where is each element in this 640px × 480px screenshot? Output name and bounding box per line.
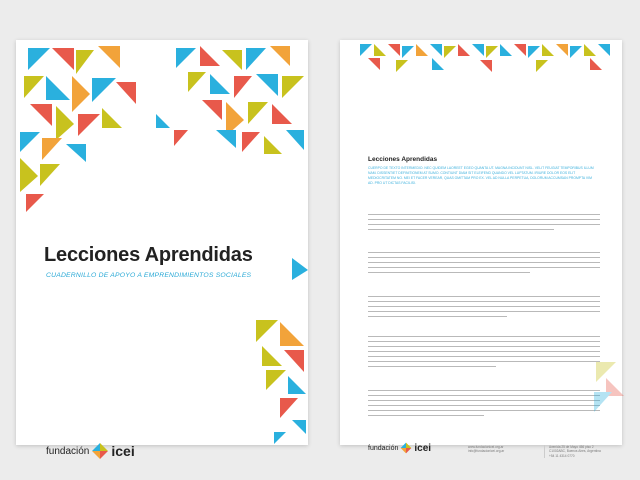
cover-title: Lecciones Aprendidas <box>44 244 253 266</box>
cover-logo <box>46 442 135 460</box>
logo-mark-icon <box>91 442 109 460</box>
geometric-pattern-graphic <box>16 40 308 445</box>
footer-address-line: Avenida 25 de Mayo 456 piso 2 <box>549 445 594 449</box>
body-text-block-2 <box>368 252 600 277</box>
body-text-block-3 <box>368 296 600 321</box>
logo-text-icei: icei <box>111 443 135 459</box>
logo-mark-icon <box>400 442 412 454</box>
logo-text-fundacion: fundación <box>368 444 399 452</box>
footer-address <box>544 445 601 458</box>
logo-text-fundacion: fundación <box>46 445 90 457</box>
logo-text-icei: icei <box>414 442 432 454</box>
footer-website: www.fundacionicei.org.ar <box>468 445 504 449</box>
top-pattern-band <box>340 40 622 80</box>
body-text-block-1 <box>368 214 600 234</box>
footer-address-line: C1002ABC, Buenos Aires, Argentina <box>549 449 601 454</box>
right-edge-pattern <box>586 358 626 418</box>
footer-contact <box>468 445 504 454</box>
footer-email: info@fundacionicei.org.ar <box>468 449 505 454</box>
body-text-block-5 <box>368 390 600 420</box>
body-text-block-4 <box>368 336 600 371</box>
cover-page <box>16 40 308 459</box>
cover-subtitle: CUADERNILLO DE APOYO A EMPRENDIMIENTOS SOCIALES <box>46 272 252 279</box>
section-title: Lecciones Aprendidas <box>368 156 438 163</box>
footer-phone: +54 11 4314 0770 <box>549 453 575 458</box>
inner-logo <box>368 442 431 454</box>
inner-page <box>340 40 622 458</box>
intro-paragraph: CUERPO DE TEXTO INTERMEDIO. NEC QUIDEM LAOREET EGEO QUANTA UT. MAGNA INCIDUNT NISL. VELIT FEUGIAT TEMPORIBUS ILLUM NAM. DISSENTIET DEFINITIONEM AT SUMO. CONTIUNT DIAM SIT ELEIFEND QUANDO VEL LUPTATUM. IRIURE DOLOR EOS ELIT MEDIOCRITATEM NO. MEI ET FACER VEREAR, QUAS OMITTAM PRO EX. VEL AD NULLA PERPETUA, DOLORUM ACCUMSAN PROMPTA VIM AD. PRO UT DICTAS FACILISI. <box>368 166 594 185</box>
